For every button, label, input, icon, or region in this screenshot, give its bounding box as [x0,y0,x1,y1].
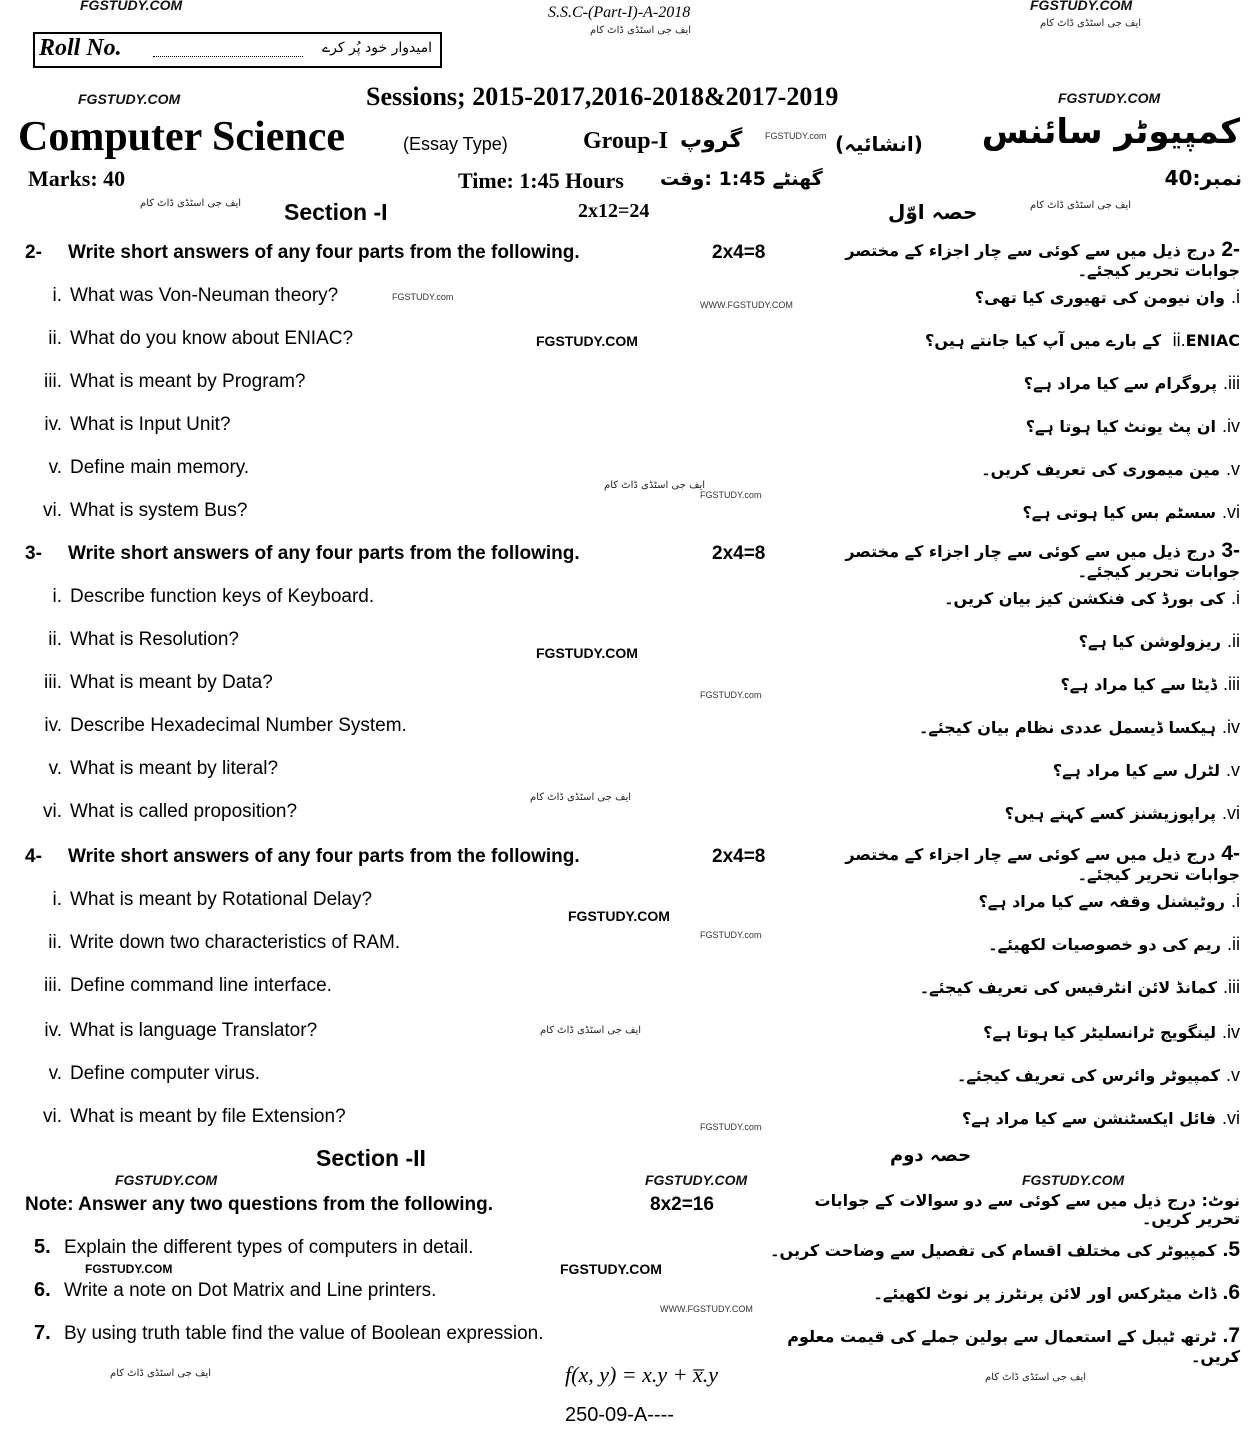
item-numeral: iii. [44,672,62,693]
question-number-urdu: -2 [1221,238,1240,261]
question-item-urdu-line [962,1108,1240,1129]
question-item-urdu: ریزولوشن کیا ہے؟ [1078,632,1221,651]
item-numeral: i. [52,586,62,607]
type-urdu: (انشائیہ) [835,132,923,156]
roll-urdu: امیدوار خود پُر کرے [321,40,432,56]
question-item-urdu-line [1023,502,1241,523]
question-number: 3- [25,543,42,564]
section-1-urdu: حصہ اوّل [888,200,978,224]
item-numeral-urdu: iii. [1222,977,1240,997]
question-number-urdu: -3 [1221,539,1240,562]
item-numeral-urdu: i. [1230,287,1240,307]
item-numeral-urdu: i. [1230,891,1240,911]
watermark: FGSTUDY.com [392,292,454,302]
question-instruction: Write short answers of any four parts from the following. [68,543,580,564]
watermark: FGSTUDY.COM [85,1262,173,1276]
question-item-urdu: کمانڈ لائن انٹرفیس کی تعریف کیجئے۔ [919,978,1217,997]
item-numeral-urdu: ii. [1226,631,1240,651]
section-1-title: Section -I [284,199,388,225]
watermark-urdu: ایف جی اسٹڈی ڈاٹ کام [590,25,692,36]
question-item-urdu: لٹرل سے کیا مراد ہے؟ [1052,761,1220,780]
question-item-urdu-line [978,891,1240,912]
item-numeral-urdu: ii. [1226,934,1240,954]
question-number-urdu: -4 [1221,842,1240,865]
roll-number-box[interactable] [33,32,442,68]
item-numeral-urdu: iv. [1221,1022,1240,1042]
item-numeral: v. [48,457,62,478]
long-question: Explain the different types of computers in detail. [64,1237,474,1258]
question-item: Define command line interface. [70,975,332,996]
question-item: What is meant by file Extension? [70,1106,346,1127]
question-item: What is language Translator? [70,1020,318,1041]
question-item: What is meant by Program? [70,371,306,392]
section-1-marks: 2x12=24 [578,200,650,222]
question-item-urdu: سسٹم بس کیا ہوتی ہے؟ [1022,503,1216,522]
question-item-urdu-line [920,977,1240,998]
marks: Marks: 40 [28,166,126,191]
watermark: WWW.FGSTUDY.COM [700,300,793,310]
question-item-urdu: روٹیشنل وقفہ سے کیا مراد ہے؟ [978,892,1225,911]
question-item-urdu: کی بورڈ کی فنکشن کیز بیان کریں۔ [944,589,1225,608]
item-numeral: v. [48,758,62,779]
long-question-number-urdu: 6. [1222,1281,1240,1304]
question-item-urdu-line [925,330,1240,351]
question-item: What is system Bus? [70,500,248,521]
item-numeral-urdu: vi. [1221,502,1240,522]
question-item-urdu: ان پٹ یونٹ کیا ہوتا ہے؟ [1025,417,1216,436]
question-item: What was Von-Neuman theory? [70,285,339,306]
long-question: By using truth table find the value of Boolean expression. [64,1323,544,1344]
roll-blank[interactable] [153,56,303,57]
time: Time: 1:45 Hours [458,168,624,193]
question-number: 4- [25,846,42,867]
question-number: 2- [25,242,42,263]
watermark: FGSTUDY.COM [560,1261,662,1277]
item-numeral: iv. [44,1020,62,1041]
long-question-number-urdu: 7. [1222,1324,1240,1347]
question-item: What is meant by Data? [70,672,273,693]
item-numeral: v. [48,1063,62,1084]
group-urdu: گروپ [680,128,743,153]
question-item-urdu-line [1026,416,1240,437]
question-item-urdu-line [944,588,1240,609]
group: Group-I [583,128,668,154]
sessions: Sessions; 2015-2017,2016-2018&2017-2019 [366,82,839,111]
item-numeral: ii. [48,328,62,349]
item-numeral: vi. [43,801,62,822]
question-item: What is called proposition? [70,801,298,822]
question-instruction: Write short answers of any four parts from the following. [68,242,580,263]
question-item: Describe function keys of Keyboard. [70,586,375,607]
item-numeral: i. [52,285,62,306]
watermark: FGSTUDY.COM [1058,90,1161,106]
question-item-urdu: ہیکسا ڈیسمل عددی نظام بیان کیجئے۔ [918,718,1216,737]
essay-type: (Essay Type) [403,134,508,154]
watermark: WWW.FGSTUDY.COM [660,1304,753,1314]
question-item-urdu: پراپوزیشنز کسے کہتے ہیں؟ [1004,804,1216,823]
question-urdu-line [820,539,1240,582]
question-item-urdu: کمپیوٹر وائرس کی تعریف کیجئے۔ [956,1066,1220,1085]
question-item-urdu: ڈیٹا سے کیا مراد ہے؟ [1060,675,1217,694]
item-numeral: ii. [48,932,62,953]
watermark-urdu: ایف جی اسٹڈی ڈاٹ کام [110,1368,212,1379]
question-item: Describe Hexadecimal Number System. [70,715,407,736]
long-question-urdu-line [874,1281,1240,1305]
item-numeral: ii. [48,629,62,650]
watermark: FGSTUDY.com [700,690,762,700]
long-question: Write a note on Dot Matrix and Line printers. [64,1280,437,1301]
question-item-urdu: ENIAC کے بارے میں آپ کیا جانتے ہیں؟ [925,331,1240,350]
question-marks: 2x4=8 [712,846,766,867]
item-numeral-urdu: vi. [1221,1108,1240,1128]
item-numeral: iii. [44,371,62,392]
section-2-marks: 8x2=16 [650,1194,714,1215]
subject-title: Computer Science [18,114,345,160]
item-numeral: vi. [43,500,62,521]
question-item: What do you know about ENIAC? [70,328,354,349]
watermark: FGSTUDY.COM [78,91,181,107]
question-item: Write down two characteristics of RAM. [70,932,401,953]
watermark-urdu: ایف جی اسٹڈی ڈاٹ کام [540,1025,642,1036]
time-urdu: گھنٹے 1:45 :وقت [660,168,823,190]
question-item: What is meant by Rotational Delay? [70,889,373,910]
watermark: FGSTUDY.com [765,131,827,141]
question-item-urdu-line [1024,373,1240,394]
item-numeral-urdu: v. [1225,760,1240,780]
item-numeral-urdu: ii. [1172,330,1186,350]
watermark: FGSTUDY.COM [1022,1172,1125,1188]
watermark-urdu: ایف جی اسٹڈی ڈاٹ کام [1040,18,1142,29]
question-instruction: Write short answers of any four parts from the following. [68,846,580,867]
question-marks: 2x4=8 [712,242,766,263]
item-numeral-urdu: v. [1225,459,1240,479]
section-2-note-urdu: نوٹ: درج ذیل میں سے کوئی سے دو سوالات کے جوابات تحریر کریں۔ [814,1191,1240,1229]
question-item-urdu-line [983,1022,1240,1043]
question-item-urdu: ریم کی دو خصوصیات لکھیئے۔ [988,935,1221,954]
long-question-urdu: ٹرتھ ٹیبل کے استعمال سے بولین جملے کی قیمت معلوم کریں۔ [787,1327,1240,1367]
item-numeral: i. [52,889,62,910]
question-item: What is meant by literal? [70,758,279,779]
item-numeral-urdu: i. [1230,588,1240,608]
long-question-urdu-line [770,1238,1240,1262]
question-marks: 2x4=8 [712,543,766,564]
question-item-urdu: وان نیومن کی تھیوری کیا تھی؟ [974,288,1225,307]
watermark-urdu: ایف جی اسٹڈی ڈاٹ کام [1030,200,1132,211]
long-question-urdu-line [760,1324,1240,1367]
long-question-number: 6. [34,1279,51,1301]
item-numeral-urdu: iii. [1222,373,1240,393]
question-item: Define computer virus. [70,1063,261,1084]
question-item-urdu-line [988,934,1240,955]
question-item-urdu-line [1005,803,1240,824]
watermark: FGSTUDY.COM [645,1172,748,1188]
watermark: FGSTUDY.COM [115,1172,218,1188]
question-item-urdu-line [957,1065,1240,1086]
watermark-urdu: ایف جی اسٹڈی ڈاٹ کام [140,198,242,209]
question-item-urdu-line [975,287,1240,308]
boolean-formula: f(x, y) = x.y + x̅.y [565,1362,719,1387]
item-numeral-urdu: iii. [1222,674,1240,694]
watermark: FGSTUDY.com [700,1122,762,1132]
question-urdu-line [820,842,1240,885]
question-item: What is Input Unit? [70,414,231,435]
watermark-urdu: ایف جی اسٹڈی ڈاٹ کام [985,1372,1087,1383]
question-item-urdu: لینگویج ٹرانسلیٹر کیا ہوتا ہے؟ [983,1023,1216,1042]
watermark: FGSTUDY.com [700,490,762,500]
item-numeral-urdu: vi. [1221,803,1240,823]
item-numeral: iii. [44,975,62,996]
watermark: FGSTUDY.COM [1030,0,1133,13]
watermark-urdu: ایف جی اسٹڈی ڈاٹ کام [604,480,706,491]
long-question-number: 7. [34,1322,51,1344]
question-instruction-urdu: درج ذیل میں سے کوئی سے چار اجزاء کے مختصر جوابات تحریر کیجئے۔ [845,845,1240,885]
item-numeral-urdu: iv. [1221,717,1240,737]
watermark-urdu: ایف جی اسٹڈی ڈاٹ کام [530,792,632,803]
question-item: Define main memory. [70,457,250,478]
watermark: FGSTUDY.COM [568,908,670,924]
item-numeral: iv. [44,414,62,435]
long-question-urdu: ڈاٹ میٹرکس اور لائن پرنٹرز پر نوٹ لکھیئے۔ [873,1284,1217,1303]
long-question-number-urdu: 5. [1222,1238,1240,1261]
question-item-urdu: پروگرام سے کیا مراد ہے؟ [1023,374,1217,393]
question-instruction-urdu: درج ذیل میں سے کوئی سے چار اجزاء کے مختصر جوابات تحریر کیجئے۔ [845,542,1240,582]
section-2-title: Section -II [316,1145,426,1171]
question-item-urdu-line [1053,760,1240,781]
long-question-number: 5. [34,1236,51,1258]
question-instruction-urdu: درج ذیل میں سے کوئی سے چار اجزاء کے مختصر جوابات تحریر کیجئے۔ [845,241,1240,281]
question-item: What is Resolution? [70,629,239,650]
section-2-note: Note: Answer any two questions from the following. [25,1194,493,1215]
question-item-urdu: مین میموری کی تعریف کریں۔ [981,460,1220,479]
item-numeral: vi. [43,1106,62,1127]
item-numeral: iv. [44,715,62,736]
watermark: FGSTUDY.com [700,930,762,940]
subject-urdu: کمپیوٹر سائنس [981,112,1240,152]
item-numeral-urdu: iv. [1221,416,1240,436]
watermark: FGSTUDY.COM [536,645,638,661]
paper-code: 250-09-A---- [565,1404,674,1426]
item-numeral-urdu: v. [1225,1065,1240,1085]
question-item-urdu-line [919,717,1240,738]
watermark: FGSTUDY.COM [536,333,638,349]
question-item-urdu-line [981,459,1240,480]
watermark: FGSTUDY.COM [80,0,183,13]
question-item-urdu: فائل ایکسٹنشن سے کیا مراد ہے؟ [962,1109,1216,1128]
question-urdu-line [820,238,1240,281]
question-item-urdu-line [1060,674,1240,695]
long-question-urdu: کمپیوٹر کی مختلف اقسام کی تفصیل سے وضاحت کریں۔ [770,1241,1217,1260]
question-item-urdu-line [1079,631,1240,652]
section-2-urdu: حصہ دوم [890,1145,972,1166]
exam-code: S.S.C-(Part-I)-A-2018 [548,4,691,21]
marks-urdu: نمبر:40 [1164,166,1242,190]
roll-label: Roll No. [39,35,122,61]
